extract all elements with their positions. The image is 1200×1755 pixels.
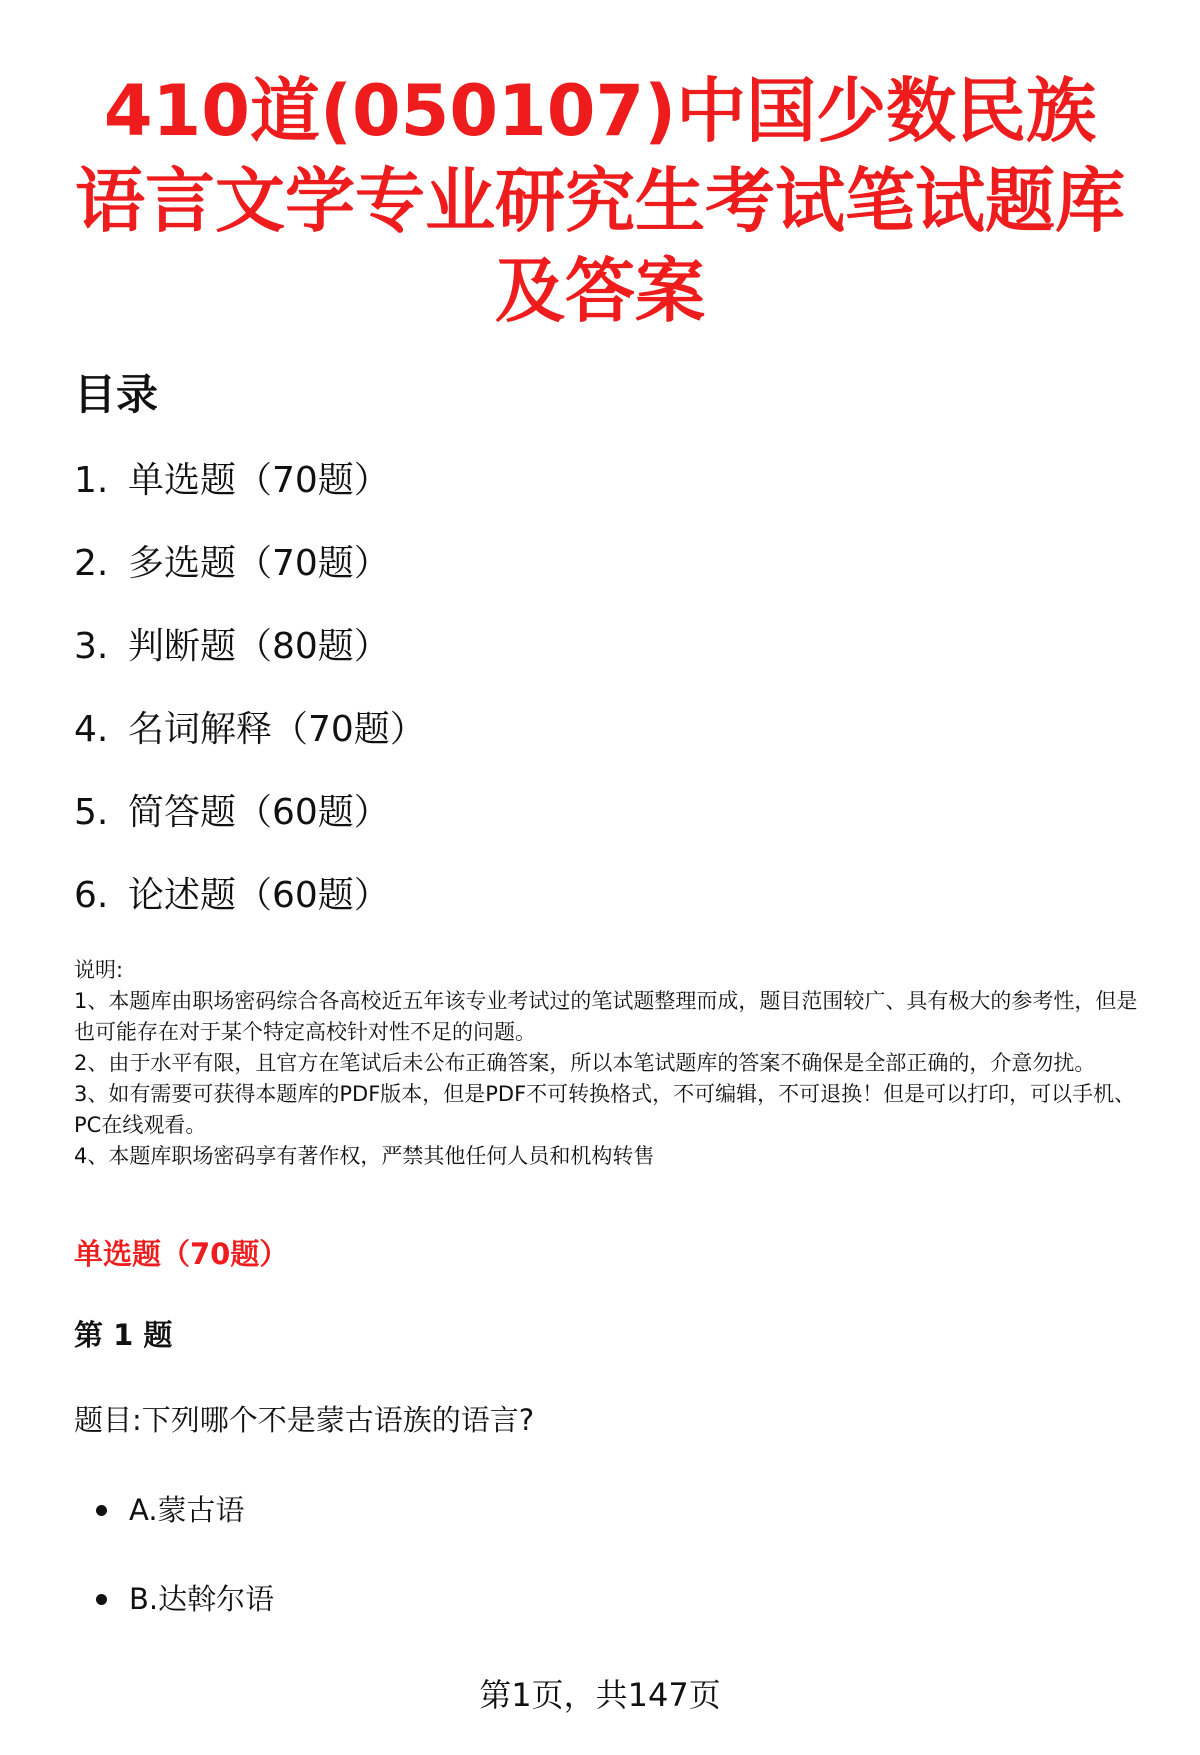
toc-item[interactable] xyxy=(74,538,426,621)
toc-item-label: 单选题（70题） xyxy=(128,460,390,501)
toc-item-number: 5. xyxy=(74,792,109,833)
bullet-icon xyxy=(96,1594,107,1605)
question-number: 第 1 题 xyxy=(74,1318,173,1352)
answer-option[interactable] xyxy=(96,1488,274,1577)
toc-item[interactable] xyxy=(74,870,426,953)
note-item: 4、本题库职场密码享有著作权，严禁其他任何人员和机构转售 xyxy=(74,1144,655,1168)
note-item: 2、由于水平有限，且官方在笔试后未公布正确答案，所以本笔试题库的答案不确保是全部正确的，介意勿扰。 xyxy=(74,1051,1096,1075)
section-title: 单选题（70题） xyxy=(74,1237,289,1271)
question-text: 题目:下列哪个不是蒙古语族的语言? xyxy=(74,1403,535,1437)
toc-item-number: 2. xyxy=(74,543,109,584)
notes-heading: 说明: xyxy=(74,958,124,982)
toc-item[interactable] xyxy=(74,621,426,704)
note-item: 1、本题库由职场密码综合各高校近五年该专业考试过的笔试题整理而成，题目范围较广、具有极大的参考性，但是也可能存在对于某个特定高校针对性不足的问题。 xyxy=(74,989,1138,1044)
answer-options xyxy=(96,1488,274,1666)
toc-item-label: 论述题（60题） xyxy=(128,875,390,916)
toc-item-label: 判断题（80题） xyxy=(128,626,390,667)
toc-item[interactable] xyxy=(74,704,426,787)
answer-option-label: A.蒙古语 xyxy=(129,1493,245,1527)
table-of-contents xyxy=(74,455,426,953)
document-title: 410道(050107)中国少数民族语言文学专业研究生考试笔试题库及答案 xyxy=(75,70,1125,332)
toc-item-number: 1. xyxy=(74,460,109,501)
toc-item-label: 多选题（70题） xyxy=(128,543,390,584)
toc-item-label: 简答题（60题） xyxy=(128,792,390,833)
toc-item-label: 名词解释（70题） xyxy=(128,709,426,750)
answer-option-label: B.达斡尔语 xyxy=(129,1582,275,1616)
toc-item[interactable] xyxy=(74,787,426,870)
answer-option[interactable] xyxy=(96,1577,274,1666)
toc-item[interactable] xyxy=(74,455,426,538)
toc-item-number: 6. xyxy=(74,875,109,916)
note-item: 3、如有需要可获得本题库的PDF版本，但是PDF不可转换格式，不可编辑，不可退换！但是可以打印，可以手机、PC在线观看。 xyxy=(74,1082,1136,1137)
toc-item-number: 4. xyxy=(74,709,109,750)
page-footer: 第1页，共147页 xyxy=(479,1676,721,1714)
bullet-icon xyxy=(96,1505,107,1516)
toc-item-number: 3. xyxy=(74,626,109,667)
toc-heading: 目录 xyxy=(74,370,159,419)
notes-block xyxy=(74,955,1154,1172)
